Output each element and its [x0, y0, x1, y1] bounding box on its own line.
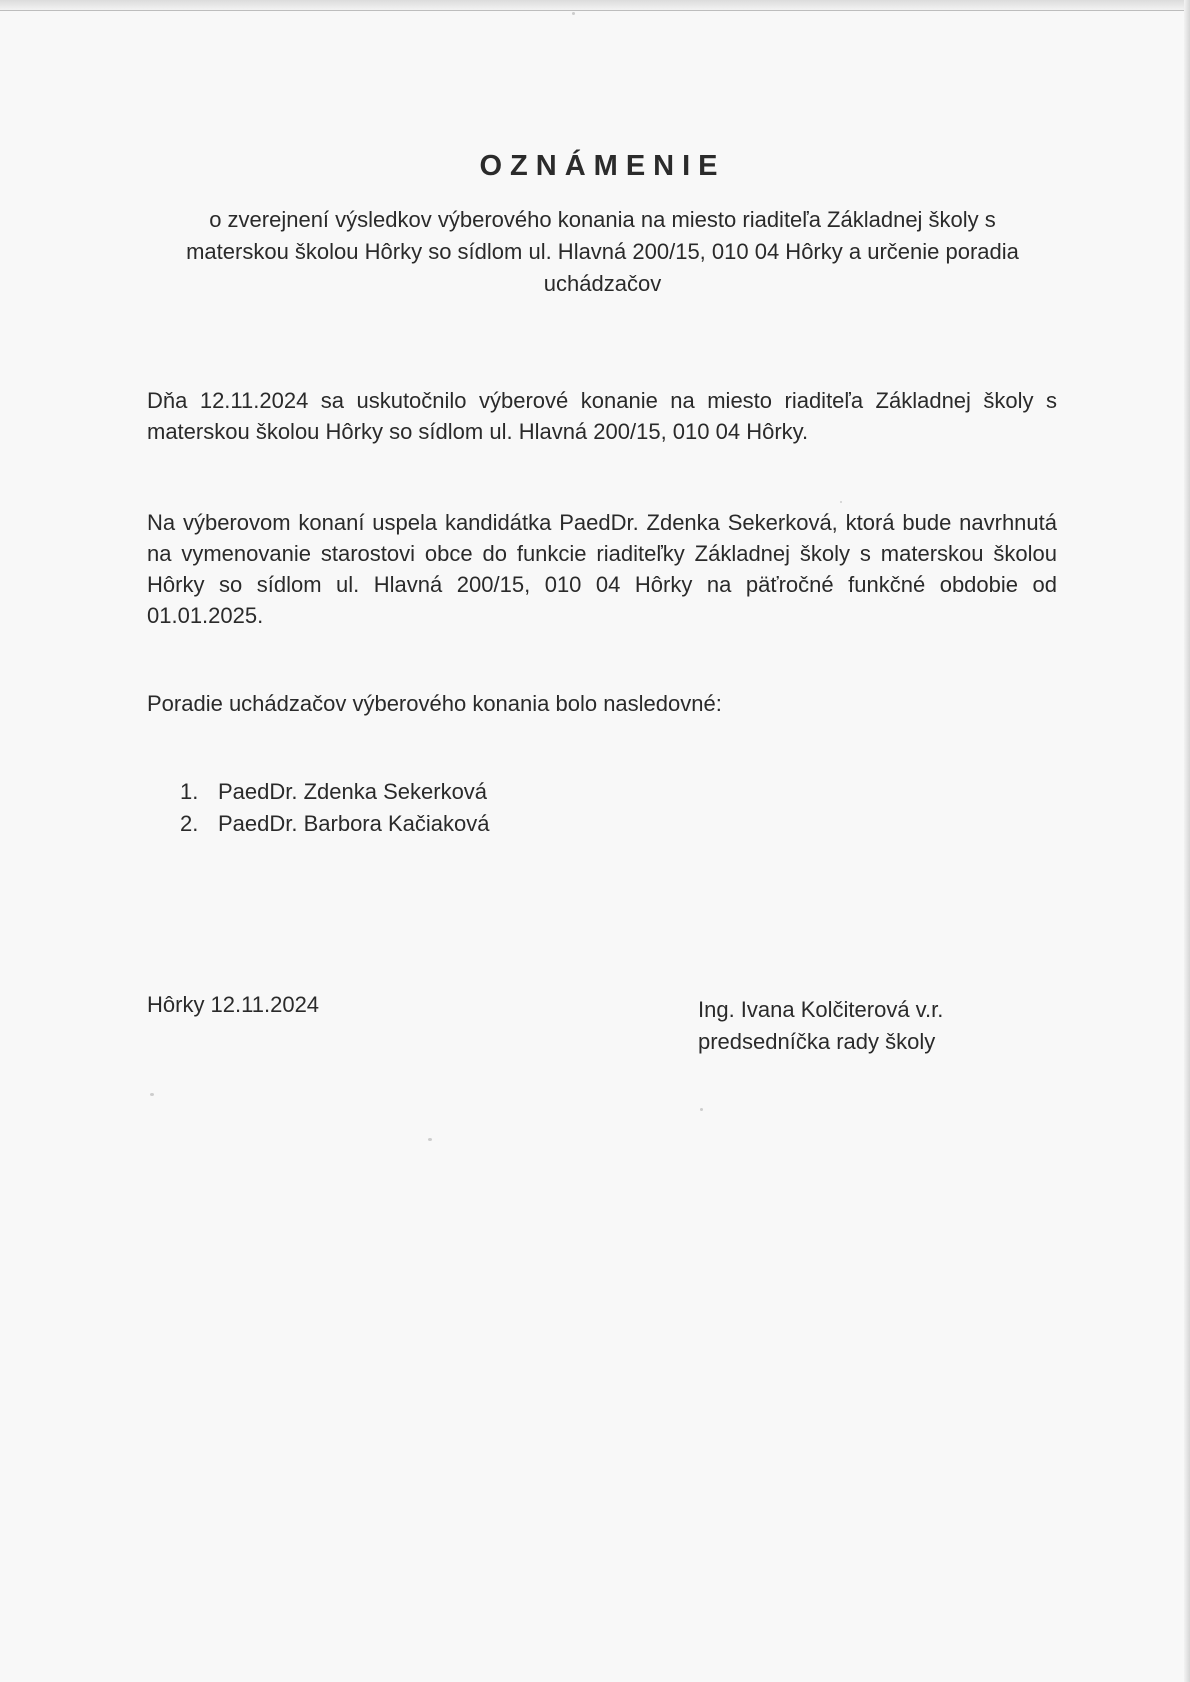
- list-item: [180, 808, 490, 840]
- document-title: OZNÁMENIE: [479, 150, 726, 182]
- list-item-name: PaedDr. Barbora Kačiaková: [218, 811, 490, 836]
- scan-right-edge: [1184, 0, 1190, 1682]
- list-item: [180, 776, 490, 808]
- candidate-ranking-list: [180, 776, 490, 840]
- scan-speck: [840, 501, 842, 503]
- list-item-name: PaedDr. Zdenka Sekerková: [218, 779, 488, 804]
- list-item-number: 1.: [180, 779, 199, 804]
- paragraph-ranking-intro: Poradie uchádzačov výberového konania bolo nasledovné:: [147, 691, 722, 716]
- place-and-date: Hôrky 12.11.2024: [147, 992, 320, 1017]
- signatory-name: Ing. Ivana Kolčiterová v.r.: [698, 997, 944, 1022]
- scan-top-edge: [0, 0, 1190, 11]
- paragraph-selected-candidate: Na výberovom konaní uspela kandidátka PaedDr. Zdenka Sekerková, ktorá bude navrhnutá na vymenovanie starostovi obce do funkcie riaditeľky Základnej školy s materskou školou Hôrky so sídlom ul. Hlavná 200/15, 010 04 Hôrky na päťročné funkčné obdobie od 01.01.2025.: [147, 510, 1057, 628]
- scan-speck: [428, 1138, 432, 1141]
- scan-speck: [700, 1108, 703, 1111]
- paragraph-selection-date: Dňa 12.11.2024 sa uskutočnilo výberové konanie na miesto riaditeľa Základnej školy s materskou školou Hôrky so sídlom ul. Hlavná 200/15, 010 04 Hôrky.: [147, 388, 1057, 444]
- signature-block: [698, 994, 943, 1058]
- signatory-role: predsedníčka rady školy: [698, 1029, 936, 1054]
- list-item-number: 2.: [180, 811, 199, 836]
- scan-speck: [572, 12, 575, 15]
- document-subtitle: o zverejnení výsledkov výberového konania na miesto riaditeľa Základnej školy s materskou školou Hôrky so sídlom ul. Hlavná 200/15, 010 04 Hôrky a určenie poradia uchádzačov: [186, 207, 1019, 296]
- scan-speck: [150, 1093, 154, 1096]
